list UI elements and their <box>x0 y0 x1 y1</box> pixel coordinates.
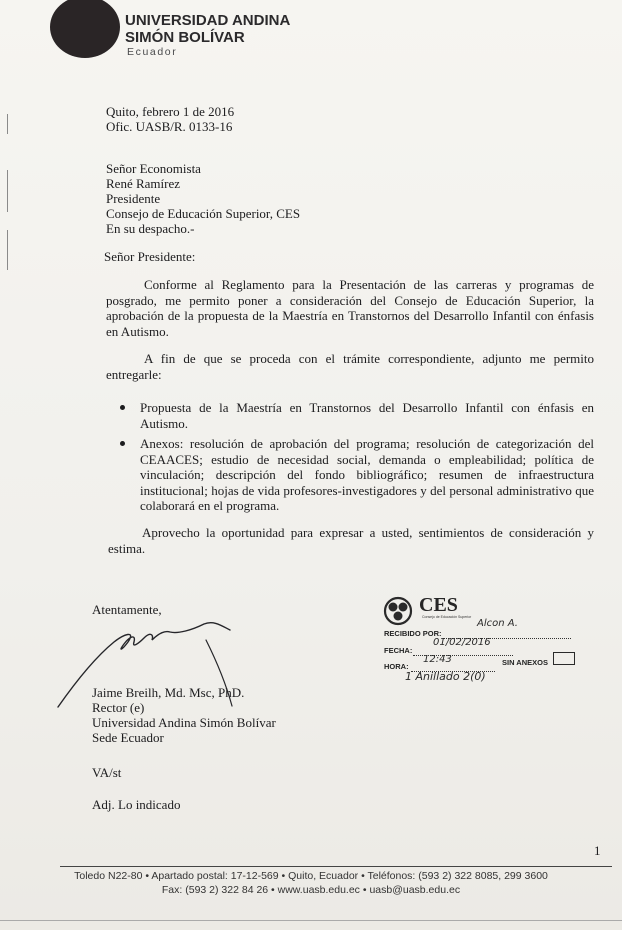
recipient-line: En su despacho.- <box>106 221 195 236</box>
list-item <box>118 400 594 431</box>
time-label: HORA: <box>384 662 409 671</box>
margin-mark <box>7 230 8 270</box>
signer-institution: Universidad Andina Simón Bolívar <box>92 715 276 730</box>
recipient-line: Señor Economista <box>106 161 201 176</box>
footer-divider <box>60 866 612 867</box>
bullet-icon <box>120 405 125 410</box>
attachment-list <box>118 400 594 519</box>
date-value: 01/02/2016 <box>433 637 491 648</box>
place-date: Quito, febrero 1 de 2016 <box>106 104 235 119</box>
margin-mark <box>7 170 8 212</box>
handwritten-note: 1 Anillado 2(0) <box>405 670 486 683</box>
footer-contact: Fax: (593 2) 322 84 26 • www.uasb.edu.ec • uasb@uasb.edu.ec <box>161 884 461 896</box>
institution-line2: SIMÓN BOLÍVAR <box>125 29 245 46</box>
bullet-icon <box>120 441 125 446</box>
ces-reception-stamp <box>381 594 601 694</box>
university-logo <box>50 0 120 58</box>
signer-title: Rector (e) <box>92 700 145 715</box>
received-by-value: Alcon A. <box>477 618 518 629</box>
salutation: Señor Presidente: <box>104 249 196 264</box>
signer-campus: Sede Ecuador <box>92 730 164 745</box>
page-number: 1 <box>594 843 601 858</box>
list-item-text: Anexos: resolución de aprobación del programa; resolución de categorización del CEAACES; estudio de necesidad social, demanda o empleabilidad; política de vinculación; descripción del fondo bibliográfico; resumen de infraestructura institucional; hojas de vida profesores-investigadores y del personal administrativo que colaborará en el programa. <box>140 436 594 513</box>
body-paragraph-3: Aprovecho la oportunidad para expresar a usted, sentimientos de consideración y estima. <box>108 525 594 556</box>
margin-mark <box>7 114 8 134</box>
initials: VA/st <box>92 765 122 780</box>
recipient-line: Consejo de Educación Superior, CES <box>106 206 301 221</box>
no-annex-label: SIN ANEXOS <box>502 658 548 667</box>
body-paragraph-1: Conforme al Reglamento para la Presentación de las carreras y programas de posgrado, me permito poner a consideración del Consejo de Educación Superior, la aprobación de la propuesta de la Maestría en Transtornos del Desarrollo Infantil con énfasis en Autismo. <box>106 277 594 339</box>
page-edge <box>0 920 622 921</box>
date-label: FECHA: <box>384 646 413 655</box>
closing: Atentamente, <box>92 602 162 617</box>
ces-logo-icon <box>381 596 415 626</box>
footer-address: Toledo N22-80 • Apartado postal: 17-12-569 • Quito, Ecuador • Teléfonos: (593 2) 322 8085, 299 3600 <box>74 870 548 882</box>
attachment-note: Adj. Lo indicado <box>92 797 181 812</box>
office-reference: Ofic. UASB/R. 0133-16 <box>106 119 233 134</box>
institution-line1: UNIVERSIDAD ANDINA <box>125 12 291 29</box>
recipient-line: René Ramírez <box>106 176 180 191</box>
ces-subtitle: Consejo de Educación Superior <box>422 615 472 619</box>
no-annex-checkbox <box>553 652 575 665</box>
institution-name <box>125 12 290 46</box>
body-paragraph-2: A fin de que se proceda con el trámite correspondiente, adjunto me permito entregarle: <box>106 351 594 382</box>
signer-name: Jaime Breilh, Md. Msc, PhD. <box>92 685 245 700</box>
time-value: 12:43 <box>423 654 452 665</box>
received-by-label: RECIBIDO POR: <box>384 629 442 638</box>
list-item-text: Propuesta de la Maestría en Transtornos del Desarrollo Infantil con énfasis en Autismo. <box>140 400 594 431</box>
recipient-line: Presidente <box>106 191 161 206</box>
list-item <box>118 436 594 514</box>
institution-country: Ecuador <box>127 46 178 58</box>
ces-title: CES <box>419 594 458 616</box>
